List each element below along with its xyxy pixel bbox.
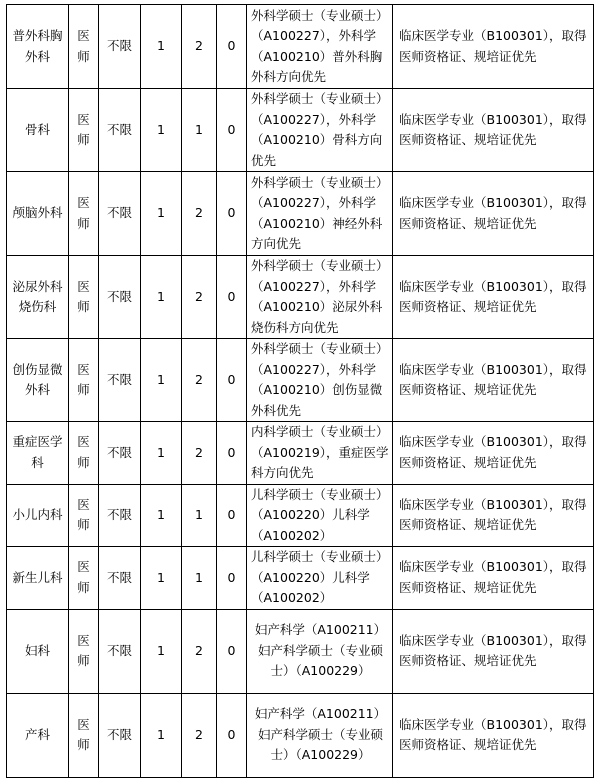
post-cell: 医师 — [69, 609, 99, 693]
count-cell: 2 — [182, 5, 217, 89]
requirement-cell: 临床医学专业（B100301），取得医师资格证、规培证优先 — [393, 693, 594, 777]
post-cell: 医师 — [69, 5, 99, 89]
major-cell: 外科学硕士（专业硕士）（A100227），外科学（A100210）普外科胸外科方向优先 — [247, 5, 393, 89]
dept-cell: 妇科 — [7, 609, 69, 693]
plan-cell: 1 — [141, 422, 182, 485]
count-cell: 1 — [182, 547, 217, 610]
count-cell: 2 — [182, 422, 217, 485]
post-cell: 医师 — [69, 484, 99, 547]
plan-cell: 1 — [141, 256, 182, 339]
table-row — [7, 547, 594, 610]
count-cell: 2 — [182, 693, 217, 777]
education-cell: 不限 — [99, 609, 141, 693]
ratio-cell: 0 — [217, 422, 247, 485]
dept-cell: 泌尿外科烧伤科 — [7, 256, 69, 339]
requirement-cell: 临床医学专业（B100301），取得医师资格证、规培证优先 — [393, 89, 594, 172]
dept-cell: 新生儿科 — [7, 547, 69, 610]
post-cell: 医师 — [69, 256, 99, 339]
table-row — [7, 609, 594, 693]
education-cell: 不限 — [99, 172, 141, 256]
education-cell: 不限 — [99, 547, 141, 610]
post-cell: 医师 — [69, 422, 99, 485]
education-cell: 不限 — [99, 89, 141, 172]
requirement-cell: 临床医学专业（B100301），取得医师资格证、规培证优先 — [393, 339, 594, 422]
post-cell: 医师 — [69, 89, 99, 172]
table-row — [7, 172, 594, 256]
major-cell: 儿科学硕士（专业硕士）（A100220）儿科学（A100202） — [247, 547, 393, 610]
ratio-cell: 0 — [217, 89, 247, 172]
major-cell: 妇产科学（A100211）妇产科学硕士（专业硕士）（A100229） — [247, 609, 393, 693]
plan-cell: 1 — [141, 172, 182, 256]
education-cell: 不限 — [99, 5, 141, 89]
plan-cell: 1 — [141, 693, 182, 777]
plan-cell: 1 — [141, 5, 182, 89]
plan-cell: 1 — [141, 547, 182, 610]
dept-cell: 创伤显微外科 — [7, 339, 69, 422]
dept-cell: 普外科胸外科 — [7, 5, 69, 89]
recruitment-table — [6, 4, 594, 778]
ratio-cell: 0 — [217, 256, 247, 339]
education-cell: 不限 — [99, 693, 141, 777]
dept-cell: 重症医学科 — [7, 422, 69, 485]
ratio-cell: 0 — [217, 5, 247, 89]
table-row — [7, 339, 594, 422]
count-cell: 1 — [182, 89, 217, 172]
requirement-cell: 临床医学专业（B100301），取得医师资格证、规培证优先 — [393, 256, 594, 339]
education-cell: 不限 — [99, 339, 141, 422]
dept-cell: 骨科 — [7, 89, 69, 172]
table-row — [7, 89, 594, 172]
major-cell: 内科学硕士（专业硕士）（A100219），重症医学科方向优先 — [247, 422, 393, 485]
plan-cell: 1 — [141, 484, 182, 547]
plan-cell: 1 — [141, 89, 182, 172]
ratio-cell: 0 — [217, 484, 247, 547]
requirement-cell: 临床医学专业（B100301），取得医师资格证、规培证优先 — [393, 5, 594, 89]
dept-cell: 颅脑外科 — [7, 172, 69, 256]
ratio-cell: 0 — [217, 547, 247, 610]
ratio-cell: 0 — [217, 172, 247, 256]
table-row — [7, 422, 594, 485]
requirement-cell: 临床医学专业（B100301），取得医师资格证、规培证优先 — [393, 547, 594, 610]
count-cell: 2 — [182, 172, 217, 256]
major-cell: 外科学硕士（专业硕士）（A100227），外科学（A100210）骨科方向优先 — [247, 89, 393, 172]
post-cell: 医师 — [69, 693, 99, 777]
education-cell: 不限 — [99, 484, 141, 547]
major-cell: 妇产科学（A100211）妇产科学硕士（专业硕士）（A100229） — [247, 693, 393, 777]
table-row — [7, 693, 594, 777]
major-cell: 外科学硕士（专业硕士）（A100227），外科学（A100210）神经外科方向优先 — [247, 172, 393, 256]
post-cell: 医师 — [69, 339, 99, 422]
ratio-cell: 0 — [217, 609, 247, 693]
requirement-cell: 临床医学专业（B100301），取得医师资格证、规培证优先 — [393, 172, 594, 256]
major-cell: 外科学硕士（专业硕士）（A100227），外科学（A100210）泌尿外科烧伤科方向优先 — [247, 256, 393, 339]
education-cell: 不限 — [99, 422, 141, 485]
requirement-cell: 临床医学专业（B100301），取得医师资格证、规培证优先 — [393, 609, 594, 693]
requirement-cell: 临床医学专业（B100301），取得医师资格证、规培证优先 — [393, 422, 594, 485]
major-cell: 外科学硕士（专业硕士）（A100227），外科学（A100210）创伤显微外科优先 — [247, 339, 393, 422]
table-row — [7, 256, 594, 339]
major-cell: 儿科学硕士（专业硕士）（A100220）儿科学（A100202） — [247, 484, 393, 547]
dept-cell: 产科 — [7, 693, 69, 777]
post-cell: 医师 — [69, 547, 99, 610]
post-cell: 医师 — [69, 172, 99, 256]
table-row — [7, 484, 594, 547]
plan-cell: 1 — [141, 339, 182, 422]
education-cell: 不限 — [99, 256, 141, 339]
ratio-cell: 0 — [217, 339, 247, 422]
plan-cell: 1 — [141, 609, 182, 693]
dept-cell: 小儿内科 — [7, 484, 69, 547]
count-cell: 2 — [182, 609, 217, 693]
table-row — [7, 5, 594, 89]
count-cell: 2 — [182, 256, 217, 339]
requirement-cell: 临床医学专业（B100301），取得医师资格证、规培证优先 — [393, 484, 594, 547]
count-cell: 2 — [182, 339, 217, 422]
count-cell: 1 — [182, 484, 217, 547]
ratio-cell: 0 — [217, 693, 247, 777]
